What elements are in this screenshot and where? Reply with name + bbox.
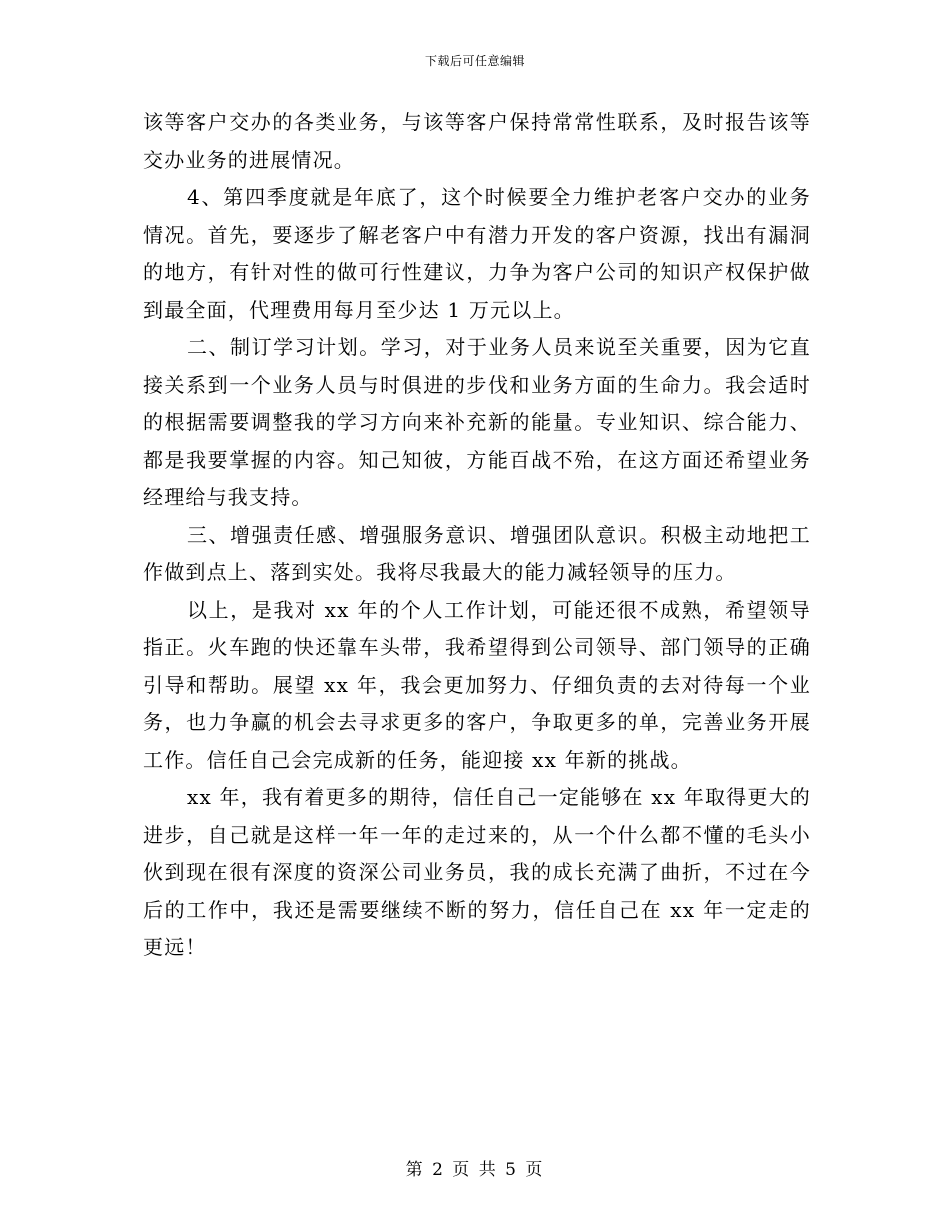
paragraph-summary: 以上，是我对 xx 年的个人工作计划，可能还很不成熟，希望领导指正。火车跑的快还靠车头带，我希望得到公司领导、部门领导的正确引导和帮助。展望 xx 年，我会更加努力、仔细负责的去对待每一个业务，也力争赢的机会去寻求更多的客户，争取更多的单，完善业务开展工作。信任自己会完成新的任务，能迎接 xx 年新的挑战。 bbox=[143, 597, 811, 772]
document-body bbox=[143, 104, 811, 967]
page-number-footer: 第 2 页 共 5 页 bbox=[405, 1160, 545, 1180]
paragraph-outlook: xx 年，我有着更多的期待，信任自己一定能够在 xx 年取得更大的进步，自己就是这样一年一年的走过来的，从一个什么都不懂的毛头小伙到现在很有深度的资深公司业务员，我的成长充满了曲折，不过在今后的工作中，我还是需要继续不断的努力，信任自己在 xx 年一定走的更远！ bbox=[143, 785, 811, 959]
paragraph-q4-plan: 4、第四季度就是年底了，这个时候要全力维护老客户交办的业务情况。首先，要逐步了解老客户中有潜力开发的客户资源，找出有漏洞的地方，有针对性的做可行性建议，力争为客户公司的知识产权保护做到最全面，代理费用每月至少达 1 万元以上。 bbox=[143, 185, 811, 322]
paragraph-study-plan: 二、制订学习计划。学习，对于业务人员来说至关重要，因为它直接关系到一个业务人员与时俱进的步伐和业务方面的生命力。我会适时的根据需要调整我的学习方向来补充新的能量。专业知识、综合能力、都是我要掌握的内容。知己知彼，方能百战不殆，在这方面还希望业务经理给与我支持。 bbox=[143, 335, 811, 509]
page-header: 下载后可任意编辑 bbox=[424, 54, 525, 68]
paragraph-continuation: 该等客户交办的各类业务，与该等客户保持常常性联系，及时报告该等交办业务的进展情况。 bbox=[143, 110, 811, 172]
paragraph-responsibility: 三、增强责任感、增强服务意识、增强团队意识。积极主动地把工作做到点上、落到实处。我将尽我最大的能力减轻领导的压力。 bbox=[143, 522, 811, 584]
